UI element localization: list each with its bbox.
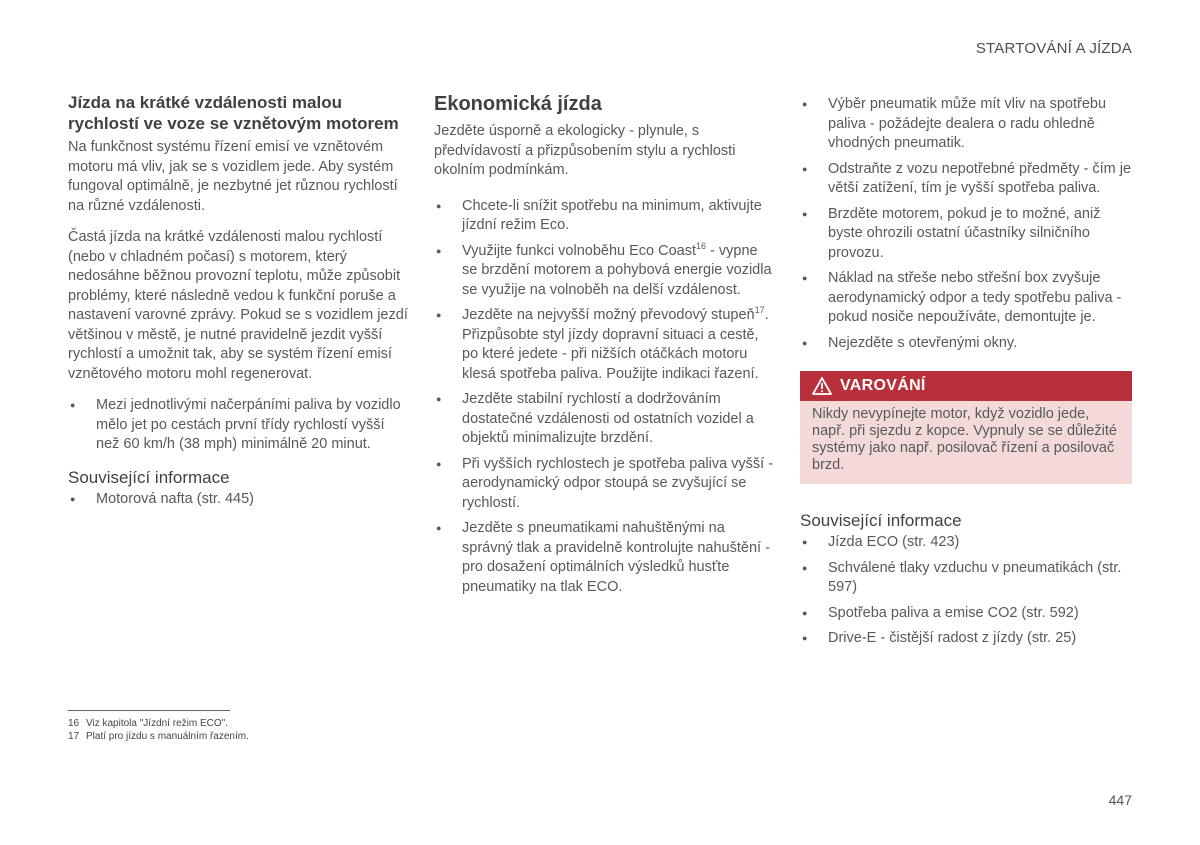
column-middle (434, 92, 774, 609)
footnote-number: 17 (68, 731, 80, 742)
page-number: 447 (1108, 792, 1132, 808)
list-item-text: . Přizpůsobte styl jízdy dopravní situaci a cestě, po které jedete - při nižších otáčkách motoru klesá spotřeba paliva. Použijte indikaci řazení. (462, 307, 769, 382)
related-info-heading: Související informace (800, 511, 962, 530)
list-item: ● Náklad na střeše nebo střešní box zvyšuje aerodynamický odpor a tedy spotřebu paliva - pokud nosiče nepoužíváte, demontujte je. (800, 269, 1132, 328)
column-left (68, 92, 408, 521)
list-item-text: Využijte funkci volnoběhu Eco Coast (462, 242, 697, 259)
bullet-list (800, 95, 1132, 353)
footnote-divider (68, 710, 230, 711)
list-item (434, 306, 774, 384)
list-item (434, 242, 774, 301)
footnotes (68, 717, 249, 743)
column-right (800, 92, 1132, 661)
paragraph: Na funkčnost systému řízení emisí ve vznětovém motoru má vliv, jak se s vozidlem jede. Aby systém fungoval optimálně, je nezbytné jet různou rychlostí na různé vzdálenosti. (68, 139, 398, 214)
list-item: ● Nejezděte s otevřenými okny. (800, 334, 1132, 354)
list-item: ● Výběr pneumatik může mít vliv na spotřebu paliva - požádejte dealera o radu ohledně vhodných pneumatik. (800, 95, 1132, 154)
footnote (68, 730, 249, 743)
related-link[interactable]: ● Motorová nafta (str. 445) (68, 490, 408, 510)
list-item-text: - vypne se brzdění motorem a pohybová energie vozidla se využije na volnoběh na delší vzdálenost. (462, 242, 772, 298)
heading-short-distance: Jízda na krátké vzdálenosti malou rychlostí ve voze se vznětovým motorem (68, 93, 399, 133)
list-item: ● Odstraňte z vozu nepotřebné předměty - čím je větší zatížení, tím je vyšší spotřeba paliva. (800, 160, 1132, 199)
related-list (68, 490, 408, 510)
related-info-heading: Související informace (68, 467, 230, 487)
footnote-ref[interactable]: 17 (754, 305, 765, 316)
bullet-list (68, 396, 408, 455)
warning-header (800, 371, 1132, 401)
bullet-list (434, 197, 774, 598)
list-item: ● Jezděte stabilní rychlostí a dodržováním dostatečné vzdálenosti od ostatních vozidel a objektů minimalizujte brzdění. (434, 390, 774, 449)
warning-title: VAROVÁNÍ (840, 377, 926, 394)
related-link[interactable]: ● Drive-E - čistější radost z jízdy (str. 25) (800, 629, 1132, 649)
section-header: STARTOVÁNÍ A JÍZDA (975, 40, 1132, 57)
list-item: ● Mezi jednotlivými načerpáními paliva by vozidlo mělo jet po cestách první třídy rychlostí vyšší než 60 km/h (38 mph) minimálně 20 minut. (68, 396, 408, 455)
paragraph: Častá jízda na krátké vzdálenosti malou rychlostí (nebo v chladném počasí) s motorem, který nedosáhne běžnou provozní teplotu, může způsobit problémy, které následně vedou k funkční poruše a nastavení varovné zprávy. Pokud se s vozidlem jezdí většinou v městě, je nutné pravidelně jezdit vyšší rychlostí a umožnit tak, aby se systém řízení emisí vznětového motoru mohl regenerovat. (68, 229, 408, 382)
footnote-text: Viz kapitola "Jízdní režim ECO". (86, 718, 228, 729)
related-link[interactable]: ● Schválené tlaky vzduchu v pneumatikách (str. 597) (800, 559, 1132, 598)
list-item: ● Při vyšších rychlostech je spotřeba paliva vyšší - aerodynamický odpor stoupá se zvyšující se rychlostí. (434, 455, 774, 514)
warning-box (800, 371, 1132, 484)
warning-triangle-icon (812, 377, 832, 395)
heading-eco-driving: Ekonomická jízda (434, 93, 602, 115)
list-item: ● Chcete-li snížit spotřebu na minimum, aktivujte jízdní režim Eco. (434, 197, 774, 236)
list-item: ● Brzděte motorem, pokud je to možné, aniž byste ohrozili ostatní účastníky silničního provozu. (800, 205, 1132, 264)
related-link[interactable]: ● Jízda ECO (str. 423) (800, 533, 1132, 553)
list-item: ● Jezděte s pneumatikami nahuštěnými na správný tlak a pravidelně kontrolujte nahuštění - pro dosažení optimálních výsledků husťte pneumatiky na tlak ECO. (434, 519, 774, 597)
related-link[interactable]: ● Spotřeba paliva a emise CO2 (str. 592) (800, 604, 1132, 624)
footnote-number: 16 (68, 718, 80, 729)
footnote-text: Platí pro jízdu s manuálním řazením. (86, 731, 249, 742)
footnote-ref[interactable]: 16 (696, 240, 707, 251)
lead-paragraph: Jezděte úsporně a ekologicky - plynule, s předvídavostí a přizpůsobením stylu a rychlosti okolním podmínkám. (434, 123, 736, 178)
related-list (800, 533, 1132, 649)
warning-text: Nikdy nevypínejte motor, když vozidlo jede, např. při sjezdu z kopce. Vypnuly se se důležité systémy jako např. posilovač řízení a posilovač brzd. (800, 401, 1132, 484)
footnote (68, 717, 249, 730)
list-item-text: Jezděte na nejvyšší možný převodový stupeň (462, 307, 755, 323)
